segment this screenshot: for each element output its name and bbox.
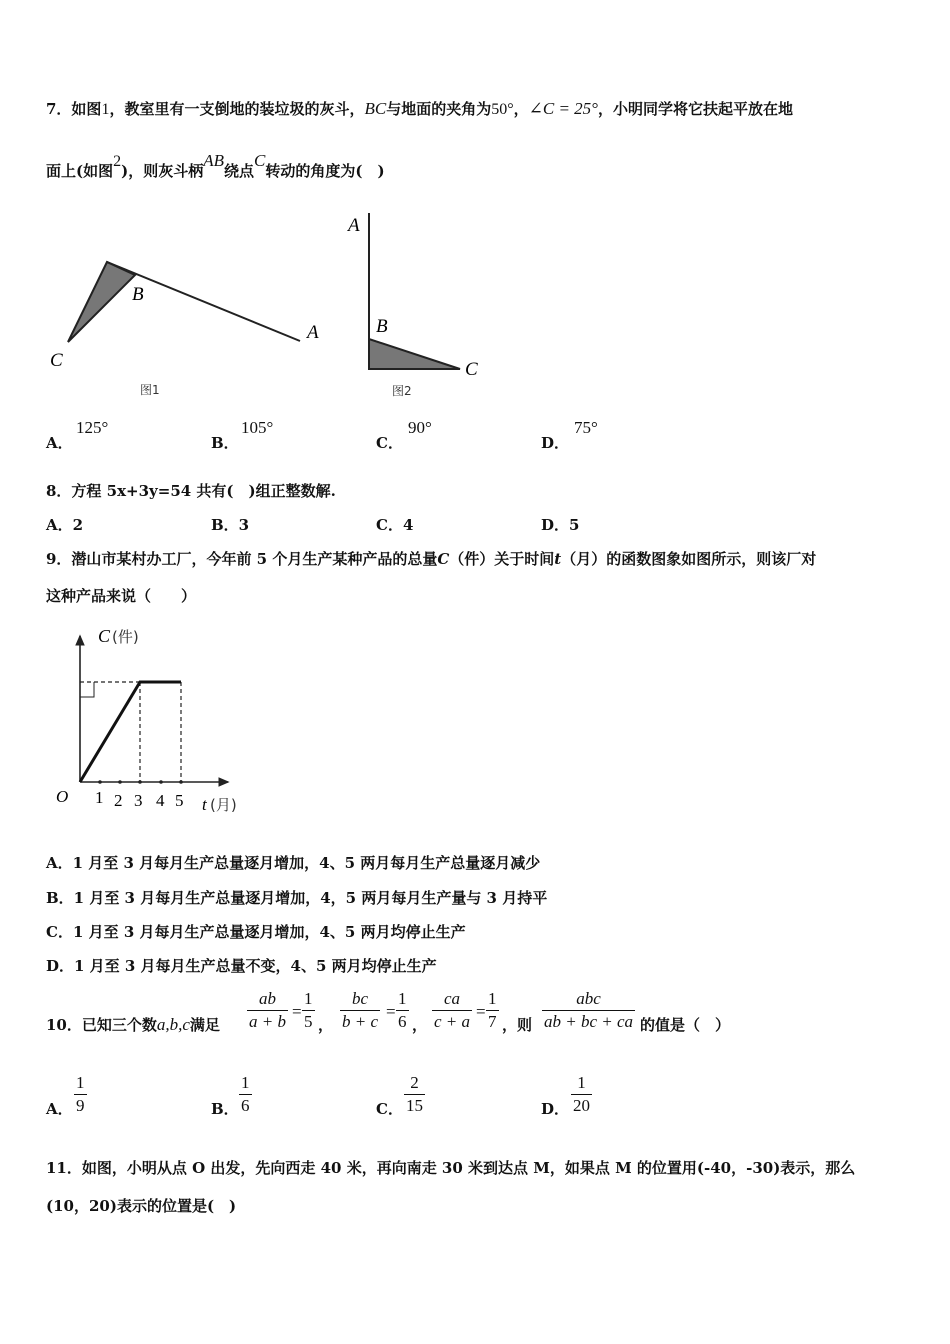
q10-target-fraction [542,988,635,1033]
q10-option-c-fraction [404,1072,425,1117]
level-marker [80,682,94,697]
option-letter: A． [46,434,73,452]
fraction-denominator: c + a [434,1012,471,1031]
tick-2 [118,780,122,784]
q7-figure-1 [40,250,340,410]
q9-option-a[interactable]: A．1 月至 3 月每月生产总量逐月增加，4、5 两月每月生产总量逐月减少 [46,854,541,872]
q10-option-c[interactable]: C． [376,1100,403,1118]
fraction-denominator: 5 [304,1012,313,1031]
q10-option-d-fraction [571,1072,592,1117]
fraction-denominator: 20 [573,1096,590,1115]
option-letter: B． [211,434,239,452]
fraction-numerator: 1 [304,989,313,1008]
fraction-numerator: 1 [241,1073,250,1092]
q10-fraction-ca [432,988,472,1033]
q7-text: ，小明同学将它扶起平放在地 [597,100,793,118]
q9-text: （件）关于时间 [449,550,555,568]
fraction-numerator: abc [576,989,601,1008]
tick-label-2: 2 [114,791,123,810]
equals-sign: = [386,1002,396,1021]
q7-option-d-value: 75° [574,418,598,437]
equals-sign: = [476,1002,486,1021]
q10-option-b[interactable]: B． [211,1100,239,1118]
q11-line2: (10，20)表示的位置是( ) [46,1197,237,1215]
tick-label-5: 5 [175,791,184,810]
tick-label-3: 3 [134,791,143,810]
q9-option-b[interactable]: B．1 月至 3 月每月生产总量逐月增加，4，5 两月每月生产量与 3 月持平 [46,889,548,907]
q8-option-d[interactable]: D．5 [541,516,580,534]
q7-option-c-value: 90° [408,418,432,437]
x-axis-var: t [202,795,207,814]
option-letter: D． [541,434,570,452]
q7-fig-number: 1 [101,101,110,118]
fraction-numerator: 1 [398,989,407,1008]
tick-5 [179,780,183,784]
q7-text: 转动的角度为( ) [265,162,385,180]
q8-text: 8．方程 5x+3y=54 共有( )组正整数解. [46,482,336,500]
y-axis-unit: (件) [112,628,139,646]
label-c: C [50,350,63,371]
q7-text: ， [513,100,529,118]
q10-prefix [46,1014,220,1035]
q10-option-a[interactable]: A． [46,1100,73,1118]
q7-option-d[interactable] [541,432,569,453]
dustpan-flat [369,339,460,369]
q10-fraction-ab [247,988,288,1033]
q7-option-a[interactable] [46,432,73,453]
q7-angle-c: ∠C = 25° [528,99,598,118]
q7-fig-number: 2 [113,153,122,170]
q7-text: )，则灰斗柄 [121,162,204,180]
label-a: A [348,215,360,236]
tick-3 [138,780,142,784]
q7-line2 [46,151,385,181]
comma: ， [318,1016,334,1034]
q7-figure-2 [340,205,500,405]
q9-var-c: C [437,550,450,568]
fraction-numerator: 1 [76,1073,85,1092]
q7-angle-50: 50° [491,101,514,118]
q10-fraction-1-5 [302,988,315,1033]
tick-label-4: 4 [156,791,165,810]
caption-fig2: 图2 [392,384,412,398]
q10-fraction-bc [340,988,380,1033]
tick-label-1: 1 [95,788,104,807]
q7-text: 与地面的夹角为 [386,100,492,118]
fraction-numerator: ab [258,989,276,1008]
x-axis-unit: (月) [210,796,237,814]
fraction-denominator: a + b [249,1012,286,1031]
q10-option-d[interactable]: D． [541,1100,570,1118]
fraction-numerator: 2 [410,1073,419,1092]
fraction-numerator: bc [351,989,369,1008]
q10-fraction-1-7 [486,988,499,1033]
fraction-denominator: 15 [406,1096,423,1115]
q8-option-a[interactable]: A．2 [46,516,84,534]
q10-fraction-1-6 [396,988,409,1033]
q8-option-c[interactable]: C．4 [376,516,414,534]
q7-option-a-value: 125° [76,418,109,437]
fraction-denominator: 6 [241,1096,250,1115]
fraction-numerator: 1 [488,989,497,1008]
option-letter: C． [376,434,403,452]
q7-text: 面上(如图 [46,162,114,180]
q7-option-b-value: 105° [241,418,274,437]
q7-bc: BC [364,99,387,118]
q10-text: 满足 [189,1016,220,1034]
tick-1 [98,780,102,784]
label-a: A [307,322,319,343]
q7-ab: AB [203,151,224,170]
q7-option-b[interactable] [211,432,239,453]
q7-option-c[interactable] [376,432,403,453]
fraction-numerator: ca [443,989,461,1008]
y-axis-var: C [98,626,111,646]
equals-sign: = [292,1002,302,1021]
q9-text: 9．潜山市某村办工厂，今年前 5 个月生产某种产品的总量 [46,550,438,568]
tick-4 [159,780,163,784]
q8-option-b[interactable]: B．3 [211,516,250,534]
q9-line2: 这种产品来说（ ） [46,587,197,605]
q10-text: 的值是（ ） [640,1016,731,1034]
q9-text: （月）的函数图象如图所示，则该厂对 [561,550,817,568]
q9-option-d[interactable]: D．1 月至 3 月每月生产总量不变，4、5 两月均停止生产 [46,957,437,975]
q10-vars: a,b,c [156,1015,190,1034]
function-line [80,682,181,782]
label-b: B [132,284,144,305]
fraction-denominator: ab + bc + ca [544,1012,634,1031]
label-b: B [376,316,388,337]
dustpan-shape [68,262,135,342]
origin-label: O [56,787,69,806]
q7-text: 绕点 [224,162,255,180]
comma: ， [412,1016,428,1034]
q7-text: ，教室里有一支倒地的装垃圾的灰斗， [109,100,365,118]
fraction-denominator: 6 [398,1012,407,1031]
fraction-denominator: 7 [488,1012,497,1031]
q10-option-b-fraction [239,1072,252,1117]
label-c: C [465,359,478,380]
q10-option-a-fraction [74,1072,87,1117]
q7-line1 [46,98,793,119]
q11-line1: 11．如图，小明从点 O 出发，先向西走 40 米，再向南走 30 米到达点 M，如果点 M 的位置用(-40，-30)表示，那么 [46,1159,856,1177]
q9-graph [50,620,270,820]
fraction-denominator: b + c [342,1012,379,1031]
q7-point-c: C [254,151,266,170]
q10-text: 10．已知三个数 [46,1016,157,1034]
fraction-denominator: 9 [76,1096,85,1115]
q10-text: ，则 [502,1016,533,1034]
q9-var-t: t [554,550,562,568]
fraction-numerator: 1 [577,1073,586,1092]
q7-text: 7．如图 [46,100,102,118]
q9-line1 [46,548,816,569]
q9-option-c[interactable]: C．1 月至 3 月每月生产总量逐月增加，4、5 两月均停止生产 [46,923,466,941]
caption-fig1: 图1 [140,383,160,397]
